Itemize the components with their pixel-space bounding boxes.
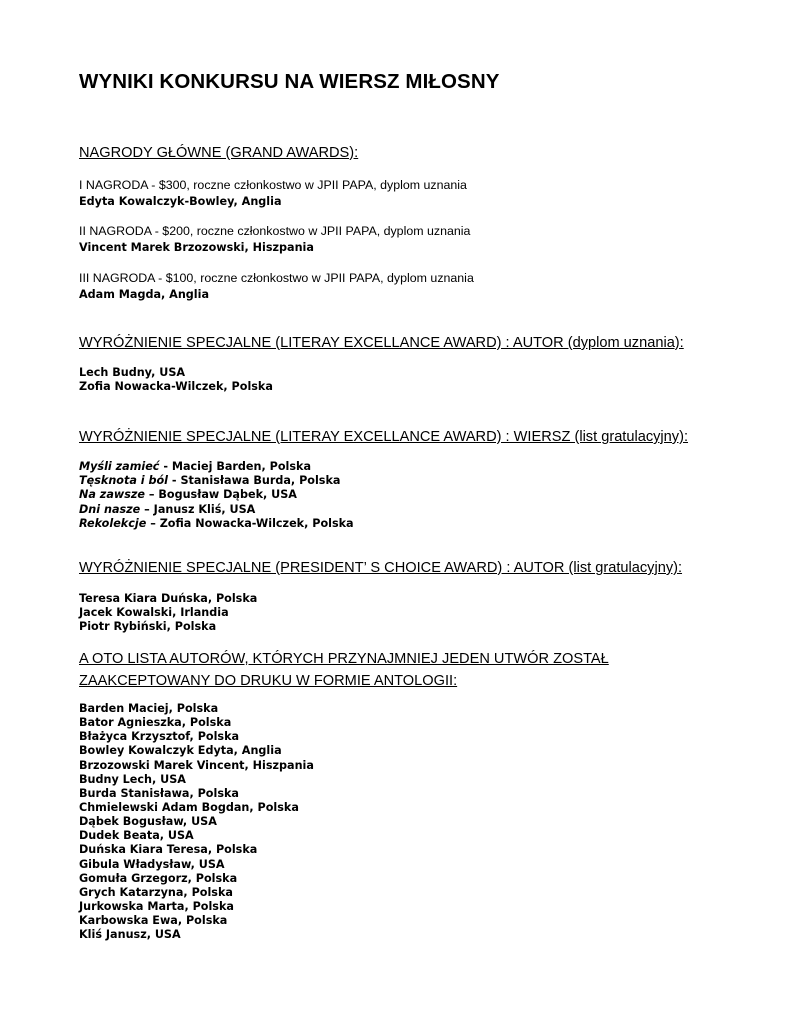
list-item: Dąbek Bogusław, USA bbox=[79, 815, 217, 829]
poem-title: Rekolekcje bbox=[79, 516, 147, 530]
poem-title: Tęsknota i ból bbox=[79, 474, 169, 488]
poem-author: Maciej Barden, Polska bbox=[171, 460, 311, 473]
poem-title: Myśli zamieć bbox=[79, 460, 160, 473]
excellence-author-heading: WYRÓŻNIENIE SPECJALNE (LITERAY EXCELLANCE AWARD) : AUTOR (dyplom uznania): bbox=[79, 335, 684, 351]
excellence-author-list bbox=[79, 366, 273, 394]
list-item bbox=[79, 517, 354, 531]
list-item bbox=[79, 503, 354, 517]
poem-author: Zofia Nowacka-Wilczek, Polska bbox=[159, 516, 354, 530]
list-item: Budny Lech, USA bbox=[79, 772, 186, 786]
list-item: Karbowska Ewa, Polska bbox=[79, 914, 228, 928]
list-item: Duńska Kiara Teresa, Polska bbox=[79, 843, 258, 857]
list-item bbox=[79, 474, 354, 488]
anthology-heading-line: A OTO LISTA AUTORÓW, KTÓRYCH PRZYNAJMNIEJ JEDEN UTWÓR ZOSTAŁ bbox=[79, 651, 609, 667]
excellence-poem-list bbox=[79, 460, 354, 531]
prize-description: II NAGRODA - $200, roczne członkostwo w JPII PAPA, dyplom uznania bbox=[79, 224, 471, 238]
president-choice-heading: WYRÓŻNIENIE SPECJALNE (PRESIDENT’ S CHOICE AWARD) : AUTOR (list gratulacyjny): bbox=[79, 560, 683, 576]
list-item: Lech Budny, USA bbox=[79, 366, 186, 379]
list-item: Gibula Władysław, USA bbox=[79, 857, 225, 871]
list-item: Grych Katarzyna, Polska bbox=[79, 885, 233, 899]
prize-winner: Adam Magda, Anglia bbox=[79, 288, 210, 301]
prize-winner: Edyta Kowalczyk-Bowley, Anglia bbox=[79, 195, 282, 208]
list-item: Gomuła Grzegorz, Polska bbox=[79, 871, 238, 885]
list-item: Jurkowska Marta, Polska bbox=[79, 899, 234, 913]
prize-description: III NAGRODA - $100, roczne członkostwo w JPII PAPA, dyplom uznania bbox=[79, 271, 474, 285]
list-item: Chmielewski Adam Bogdan, Polska bbox=[79, 800, 299, 814]
poem-author: Stanisława Burda, Polska bbox=[180, 474, 341, 488]
separator: - bbox=[159, 460, 172, 473]
separator: – bbox=[146, 516, 160, 530]
separator: – bbox=[140, 502, 154, 516]
anthology-heading-line: ZAAKCEPTOWANY DO DRUKU W FORMIE ANTOLOGII: bbox=[79, 673, 458, 689]
list-item: Błażyca Krzysztof, Polska bbox=[79, 730, 240, 744]
list-item: Kliś Janusz, USA bbox=[79, 928, 181, 942]
separator: – bbox=[144, 488, 159, 502]
separator: - bbox=[168, 474, 181, 488]
excellence-poem-heading: WYRÓŻNIENIE SPECJALNE (LITERAY EXCELLANCE AWARD) : WIERSZ (list gratulacyjny): bbox=[79, 429, 689, 445]
list-item bbox=[79, 460, 354, 474]
list-item: Bator Agnieszka, Polska bbox=[79, 716, 232, 730]
list-item: Barden Maciej, Polska bbox=[79, 702, 219, 715]
list-item: Piotr Rybiński, Polska bbox=[79, 620, 217, 634]
poem-author: Janusz Kliś, USA bbox=[153, 502, 256, 516]
poem-title: Dni nasze bbox=[79, 502, 141, 516]
anthology-heading bbox=[79, 648, 609, 692]
list-item: Teresa Kiara Duńska, Polska bbox=[79, 592, 258, 605]
prize-description: I NAGRODA - $300, roczne członkostwo w JPII PAPA, dyplom uznania bbox=[79, 178, 467, 192]
prize-winner: Vincent Marek Brzozowski, Hiszpania bbox=[79, 241, 314, 254]
list-item: Dudek Beata, USA bbox=[79, 829, 194, 843]
list-item: Bowley Kowalczyk Edyta, Anglia bbox=[79, 744, 282, 758]
poem-author: Bogusław Dąbek, USA bbox=[158, 488, 297, 502]
anthology-author-list bbox=[79, 702, 314, 942]
grand-awards-heading: NAGRODY GŁÓWNE (GRAND AWARDS): bbox=[79, 145, 359, 161]
page-title: WYNIKI KONKURSU NA WIERSZ MIŁOSNY bbox=[79, 70, 500, 93]
poem-title: Na zawsze bbox=[79, 488, 145, 502]
list-item: Burda Stanisława, Polska bbox=[79, 786, 239, 800]
list-item: Brzozowski Marek Vincent, Hiszpania bbox=[79, 758, 314, 772]
list-item bbox=[79, 488, 354, 502]
list-item: Zofia Nowacka-Wilczek, Polska bbox=[79, 380, 273, 394]
president-choice-list bbox=[79, 592, 257, 635]
list-item: Jacek Kowalski, Irlandia bbox=[79, 606, 229, 620]
